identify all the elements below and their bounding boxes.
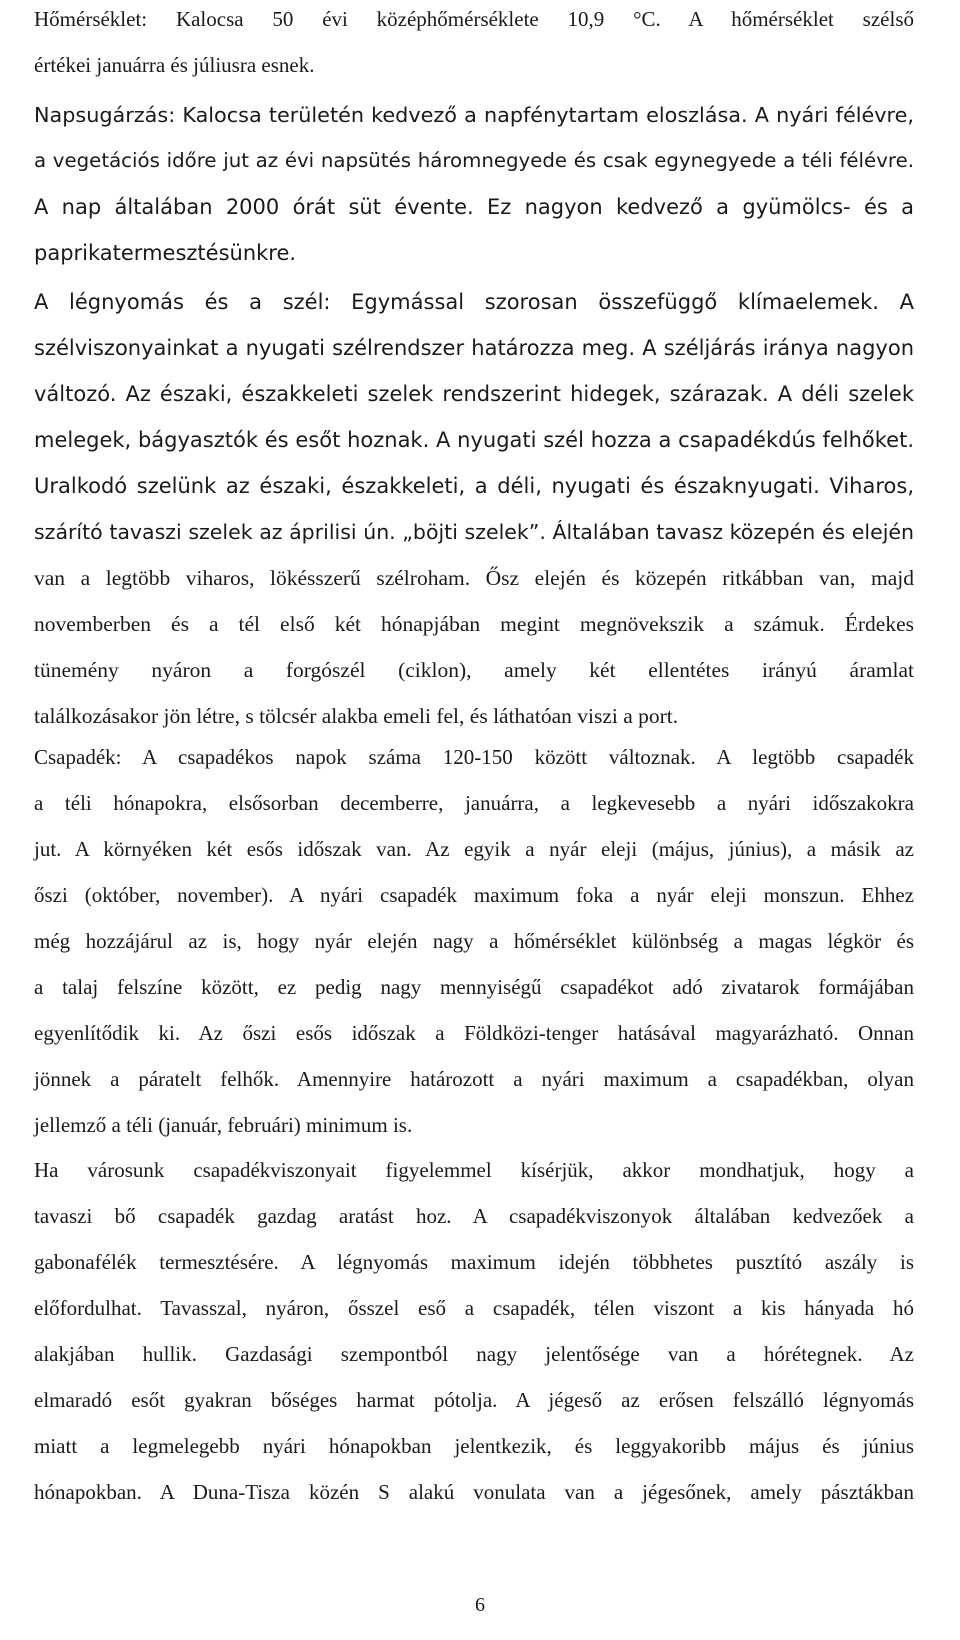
text-line: jut. A környéken két esős időszak van. Az egyik a nyár eleji (május, június), a másik az: [34, 837, 914, 861]
text-line: Csapadék: A csapadékos napok száma 120-150 között változnak. A legtöbb csapadék: [34, 745, 914, 769]
paragraph-temperature: [34, 0, 914, 88]
text-line: tünemény nyáron a forgószél (ciklon), amely két ellentétes irányú áramlat: [34, 658, 914, 682]
text-line: Napsugárzás: Kalocsa területén kedvező a napfénytartam eloszlása. A nyári félévre,: [34, 103, 914, 127]
text-line: jellemző a téli (január, februári) minimum is.: [34, 1113, 413, 1137]
text-line: hónapokban. A Duna-Tisza közén S alakú vonulata van a jégesőnek, amely pásztákban: [34, 1480, 914, 1504]
text-line: szélviszonyainkat a nyugati szélrendszer határozza meg. A széljárás iránya nagyon: [34, 336, 914, 360]
paragraph-city-precipitation: [34, 1147, 914, 1515]
text-line: a téli hónapokra, elsősorban decemberre, januárra, a legkevesebb a nyári időszakokra: [34, 791, 914, 815]
text-line: Ha városunk csapadékviszonyait figyelemmel kísérjük, akkor mondhatjuk, hogy a: [34, 1158, 914, 1182]
text-line: még hozzájárul az is, hogy nyár elején nagy a hőmérséklet különbség a magas légkör és: [34, 929, 914, 953]
text-line: szárító tavaszi szelek az áprilisi ún. „böjti szelek”. Általában tavasz közepén és elején: [34, 520, 914, 544]
text-line: értékei januárra és júliusra esnek.: [34, 53, 315, 77]
text-line: a talaj felszíne között, ez pedig nagy mennyiségű csapadékot adó zivatarok formájában: [34, 975, 914, 999]
text-line: van a legtöbb viharos, lökésszerű szélroham. Ősz elején és közepén ritkábban van, majd: [34, 566, 914, 590]
paragraph-sunshine: [34, 92, 914, 276]
text-line: alakjában hullik. Gazdasági szempontból nagy jelentősége van a hórétegnek. Az: [34, 1342, 914, 1366]
text-line: a vegetációs időre jut az évi napsütés háromnegyede és csak egynegyede a téli félévre.: [34, 149, 914, 172]
text-line: Uralkodó szelünk az északi, északkeleti, a déli, nyugati és északnyugati. Viharos,: [34, 474, 914, 498]
paragraph-precipitation: [34, 734, 914, 1148]
text-line: őszi (október, november). A nyári csapadék maximum foka a nyár eleji monszun. Ehhez: [34, 883, 914, 907]
paragraph-wind: [34, 279, 914, 739]
text-line: elmaradó esőt gyakran bőséges harmat pótolja. A jégeső az erősen felszálló légnyomás: [34, 1388, 914, 1412]
text-line: miatt a legmelegebb nyári hónapokban jelentkezik, és leggyakoribb május és június: [34, 1434, 914, 1458]
text-line: A légnyomás és a szél: Egymással szorosan összefüggő klímaelemek. A: [34, 290, 914, 314]
text-line: egyenlítődik ki. Az őszi esős időszak a Földközi-tenger hatásával magyarázható. Onnan: [34, 1021, 914, 1045]
text-line: paprikatermesztésünkre.: [34, 241, 297, 265]
text-line: gabonafélék termesztésére. A légnyomás maximum idején többhetes pusztító aszály is: [34, 1250, 914, 1274]
text-line: változó. Az északi, északkeleti szelek rendszerint hidegek, szárazak. A déli szelek: [34, 382, 914, 406]
text-line: tavaszi bő csapadék gazdag aratást hoz. A csapadékviszonyok általában kedvezőek a: [34, 1204, 914, 1228]
text-line: melegek, bágyasztók és esőt hoznak. A nyugati szél hozza a csapadékdús felhőket.: [34, 428, 914, 452]
text-line: A nap általában 2000 órát süt évente. Ez nagyon kedvező a gyümölcs- és a: [34, 195, 914, 219]
text-line: jönnek a páratelt felhők. Amennyire határozott a nyári maximum a csapadékban, olyan: [34, 1067, 914, 1091]
text-line: előfordulhat. Tavasszal, nyáron, ősszel eső a csapadék, télen viszont a kis hányada hó: [34, 1296, 914, 1320]
text-line: novemberben és a tél első két hónapjában megint megnövekszik a számuk. Érdekes: [34, 612, 914, 636]
text-line: találkozásakor jön létre, s tölcsér alakba emeli fel, és láthatóan viszi a port.: [34, 704, 679, 728]
page-number: 6: [475, 1594, 485, 1616]
text-line: Hőmérséklet: Kalocsa 50 évi középhőmérséklete 10,9 °C. A hőmérséklet szélső: [34, 7, 914, 31]
